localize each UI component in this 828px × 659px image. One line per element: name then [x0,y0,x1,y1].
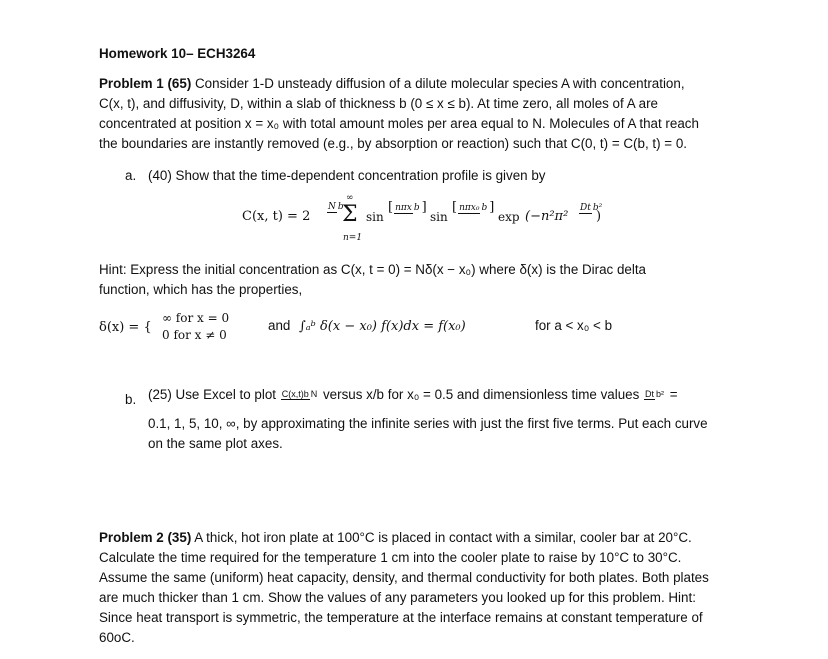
problem1-line2: C(x, t), and diffusivity, D, within a slab of thickness b (0 ≤ x ≤ b). At time zero, all moles of A are [99,96,658,111]
problem2-line3: Assume the same (uniform) heat capacity, density, and thermal conductivity for both plates. Both plates [99,570,709,585]
page-title: Homework 10– ECH3264 [99,46,256,61]
and-word: and [268,318,291,333]
sum-lower: n=1 [343,233,363,243]
part-b-line1: (25) Use Excel to plot C(x,t)b N versus x/b for x₀ = 0.5 and dimensionless time values Dt b² = [148,386,678,402]
problem2-line4: are much thicker than 1 cm. Show the values of any parameters you looked up for this problem. Hint: [99,590,696,605]
integral-identity: ∫ₐᵇ δ(x − x₀) f(x)dx = f(x₀) [299,319,466,334]
part-b-marker: b. [125,392,137,407]
problem1-line4: the boundaries are instantly removed (e.g., by absorption or reaction) such that C(0, t) = C(b, t) = 0. [99,136,687,151]
problem1-label: Problem 1 (65) [99,76,192,91]
delta-lhs: δ(x) = { [99,320,152,335]
eq-lhs: C(x, t) = 2 [242,209,311,224]
problem2-line2: Calculate the time required for the temperature 1 cm into the cooler plate to raise by 10°C to 30°C. [99,550,682,565]
problem1-text1: Consider 1-D unsteady diffusion of a dilute molecular species A with concentration, [195,76,685,91]
exp-label: exp [498,210,520,224]
part-b-line3: on the same plot axes. [148,436,283,451]
exp-fraction: Dt b² [580,202,603,213]
plot-fraction: C(x,t)b N [281,389,318,400]
problem2-line1 [99,528,692,547]
part-a-text: (40) Show that the time-dependent concentration profile is given by [148,168,546,183]
problem1-line1 [99,74,685,93]
part-a-marker: a. [125,168,137,183]
sigma-symbol: Σ [342,202,358,227]
hint-line2: function, which has the properties, [99,282,303,297]
problem2-label: Problem 2 (35) [99,530,192,545]
problem2-line6: 60oC. [99,630,135,645]
concentration-equation [242,193,603,254]
problem1-line3: concentrated at position x = x₀ with total amount moles per area equal to N. Molecules of A that reach [99,116,699,131]
time-fraction: Dt b² [645,389,665,400]
sin-arg-1: [ nπx b ] [388,200,427,215]
sin-arg-2: [ nπx₀ b ] [452,200,495,215]
delta-case-2: 0 for x ≠ 0 [162,328,227,342]
part-b-line2: 0.1, 1, 5, 10, ∞, by approximating the infinite series with just the first five terms. Put each curve [148,416,708,431]
problem2-line5: Since heat transport is symmetric, the temperature at the interface remains at constant temperature of [99,610,703,625]
sum-upper: ∞ [346,193,354,203]
dirac-delta-definition [99,310,759,350]
problem2-text1: A thick, hot iron plate at 100°C is placed in contact with a similar, cooler bar at 20°C. [194,530,692,545]
integral-condition: for a < x₀ < b [535,318,613,333]
sin-1: sin [366,210,384,224]
hint-line1: Hint: Express the initial concentration as C(x, t = 0) = Nδ(x − x₀) where δ(x) is the Dirac delta [99,262,646,277]
exp-prefix: (−n²π² [525,209,569,224]
delta-case-1: ∞ for x = 0 [162,311,230,325]
exp-close: ) [596,209,602,224]
eq-N: N b [328,202,344,212]
sin-2: sin [430,210,448,224]
